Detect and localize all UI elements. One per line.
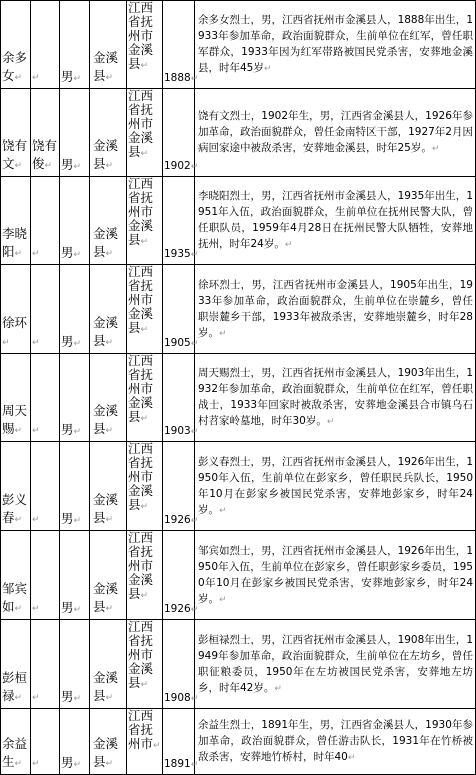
return-mark-icon: ↵	[105, 73, 114, 83]
sex-text: 男	[61, 69, 74, 84]
county-cell	[90, 709, 127, 775]
name-cell	[1, 531, 31, 620]
return-mark-icon: ↵	[140, 325, 149, 335]
return-mark-icon: ↵	[140, 591, 149, 601]
return-mark-icon: ↵	[14, 693, 23, 703]
return-mark-icon: ↵	[44, 161, 53, 171]
return-mark-icon: ↵	[32, 73, 40, 83]
county-cell	[90, 265, 127, 354]
origin-text: 江西省抚州市	[128, 708, 154, 751]
return-mark-icon: ↵	[274, 683, 282, 694]
name-cell	[1, 265, 31, 354]
year-text: 1902	[164, 160, 191, 172]
name-cell	[1, 177, 31, 265]
sex-text: 男	[61, 755, 74, 770]
return-mark-icon: ↵	[190, 250, 199, 260]
year-text: 1926	[164, 514, 191, 526]
year-text: 1888	[164, 72, 191, 84]
return-mark-icon: ↵	[14, 73, 23, 83]
return-mark-icon: ↵	[190, 760, 199, 770]
sex-text: 男	[61, 245, 74, 260]
bio-cell	[195, 265, 476, 354]
origin-cell	[127, 1, 163, 89]
return-mark-icon: ↵	[14, 604, 23, 614]
sex-text: 男	[61, 600, 74, 615]
return-mark-icon: ↵	[32, 759, 40, 769]
origin-text: 江西省抚州市金溪县	[128, 264, 154, 335]
year-text: 1903	[164, 425, 191, 437]
year-cell	[163, 442, 199, 531]
return-mark-icon: ↵	[2, 338, 10, 348]
return-mark-icon: ↵	[73, 250, 82, 260]
bio-cell	[195, 620, 476, 709]
year-text: 1905	[164, 337, 191, 349]
name-cell	[1, 620, 31, 709]
return-mark-icon: ↵	[153, 741, 161, 751]
sex-cell	[60, 442, 90, 531]
return-mark-icon: ↵	[73, 427, 82, 437]
county-cell	[90, 354, 127, 442]
bio-cell	[195, 709, 476, 775]
bio-text: 余多女烈士，男，江西省抚州市金溪县人，1888年出生，1933年参加革命，政治面貌群众，生前单位在红军，曾任职军群众，1933年因为红军帯路被国民党杀害，安葬地金溪县，时年45岁	[198, 14, 473, 74]
return-mark-icon: ↵	[105, 604, 114, 614]
origin-text: 江西省抚州市金溪县	[128, 176, 154, 247]
return-mark-icon: ↵	[32, 515, 40, 525]
return-mark-icon: ↵	[140, 61, 149, 71]
return-mark-icon: ↵	[14, 759, 23, 769]
bio-text: 彭桓禄烈士，男，江西省抚州市金溪县人，1908年出生，1949年参加革命，政治面貌群众，生前单位在左坊乡，曾任职征粮委员，1950年在左坊被国民党杀害，安葬地左坊乡，时年42岁。	[198, 633, 473, 694]
bio-text: 彭义春烈士，男，江西省抚州市金溪县人，1926年出生，1950年入伍，生前单位在彭家乡，曾任职民兵队长，1950年10月在彭家乡被国民党杀害，安葬地彭家乡，时年24岁。	[198, 455, 473, 516]
bio-text: 周天赐烈士，男，江西省抚州市金溪县人，1903年出生，1932年参加革命，政治面貌群众，生前单位在红军，曾任职战士，1933年回家时被敌杀害，安葬地金溪县合市镇乌石村苕家岭墓地，时年30岁。	[198, 367, 473, 427]
return-mark-icon: ↵	[32, 604, 40, 614]
sex-text: 男	[61, 689, 74, 704]
county-text: 金溪县	[93, 670, 119, 703]
sex-cell	[60, 265, 90, 354]
origin-text: 江西省抚州市金溪县	[128, 0, 154, 71]
origin-cell	[127, 620, 163, 709]
origin-cell	[127, 354, 163, 442]
return-mark-icon: ↵	[140, 680, 149, 690]
return-mark-icon: ↵	[190, 516, 199, 526]
name-text: 邹宾如	[2, 581, 28, 614]
sex-cell	[60, 709, 90, 775]
origin-cell	[127, 442, 163, 531]
alias-cell	[31, 89, 60, 177]
table-row	[1, 442, 476, 531]
return-mark-icon: ↵	[190, 694, 199, 704]
bio-text: 徐环烈士，男，江西省抚州市金溪县人，1905年出生，1933年参加革命，政治面貌群众，生前单位在崇麓乡，曾任职崇麓乡干部，1933年被敌杀害，安葬地崇麓乡，时年28岁。	[198, 278, 473, 339]
year-cell	[163, 265, 199, 354]
sex-text: 男	[61, 157, 74, 172]
year-cell	[163, 620, 199, 709]
return-mark-icon: ↵	[140, 237, 149, 247]
table-row	[1, 620, 476, 709]
county-cell	[90, 442, 127, 531]
name-text: 彭义春	[2, 492, 28, 525]
return-mark-icon: ↵	[14, 515, 23, 525]
return-mark-icon: ↵	[105, 426, 114, 436]
return-mark-icon: ↵	[219, 328, 227, 339]
return-mark-icon: ↵	[190, 339, 199, 349]
name-text: 徐环	[2, 315, 28, 330]
bio-cell	[195, 442, 476, 531]
name-text: 李晓阳	[2, 226, 28, 259]
return-mark-icon: ↵	[14, 249, 23, 259]
name-cell	[1, 1, 31, 89]
origin-text: 江西省抚州市金溪县	[128, 441, 154, 512]
year-cell	[163, 531, 199, 620]
return-mark-icon: ↵	[140, 414, 149, 424]
bio-cell	[195, 354, 476, 442]
year-cell	[163, 354, 199, 442]
name-cell	[1, 709, 31, 775]
origin-text: 江西省抚州市金溪县	[128, 353, 154, 424]
return-mark-icon: ↵	[190, 427, 199, 437]
bio-cell	[195, 1, 476, 89]
origin-cell	[127, 89, 163, 177]
sex-cell	[60, 531, 90, 620]
return-mark-icon: ↵	[73, 162, 82, 172]
return-mark-icon: ↵	[73, 694, 82, 704]
county-text: 金溪县	[93, 315, 119, 348]
return-mark-icon: ↵	[32, 338, 40, 348]
return-mark-icon: ↵	[73, 605, 82, 615]
county-text: 金溪县	[93, 581, 119, 614]
table-row	[1, 265, 476, 354]
origin-cell	[127, 531, 163, 620]
return-mark-icon: ↵	[431, 144, 440, 154]
bio-text: 余益生烈士，1891年生，男，江西省金溪县人，1930年参加革命，政治面貌群众，曾任游击队长，1931年在竹桥被敌杀害，安葬地竹桥村，时年40	[198, 719, 473, 763]
name-text: 余益生	[2, 736, 28, 769]
return-mark-icon: ↵	[14, 426, 23, 436]
bio-cell	[195, 89, 476, 177]
table-row	[1, 1, 476, 89]
year-cell	[163, 709, 199, 775]
return-mark-icon: ↵	[105, 515, 114, 525]
sex-cell	[60, 620, 90, 709]
county-cell	[90, 89, 127, 177]
county-text: 金溪县	[93, 403, 119, 436]
county-cell	[90, 177, 127, 265]
sex-cell	[60, 1, 90, 89]
name-text: 余多女	[2, 50, 28, 83]
origin-text: 江西省抚州市金溪县	[128, 88, 154, 159]
bio-cell	[195, 177, 476, 265]
alias-cell	[31, 1, 60, 89]
table-row	[1, 89, 476, 177]
bio-text: 李晓阳烈士，男，江西省抚州市金溪县人，1935年出生，1951年入伍，政治面貌群众，生前单位在抚州民警大队，曾任职队员，1959年4月28日在抚州民警大队牺牲，安葬地抚州，时年24岁。	[198, 190, 473, 250]
return-mark-icon: ↵	[219, 594, 227, 605]
bio-text: 邹宾如烈士，男，江西省抚州市金溪县人，1926年出生，1950年入伍，生前单位在彭家乡，曾任职彭家乡委员，1950年10月在彭家乡被国民党杀害，安葬地彭家乡，时年24岁。	[198, 544, 473, 605]
return-mark-icon: ↵	[347, 753, 356, 763]
sex-text: 男	[61, 511, 74, 526]
return-mark-icon: ↵	[32, 693, 40, 703]
origin-cell	[127, 177, 163, 265]
origin-text: 江西省抚州市金溪县	[128, 619, 154, 690]
return-mark-icon: ↵	[73, 760, 82, 770]
name-text: 周天赐	[2, 403, 28, 436]
alias-cell	[31, 177, 60, 265]
return-mark-icon: ↵	[263, 64, 272, 74]
county-text: 金溪县	[93, 492, 119, 525]
return-mark-icon: ↵	[73, 339, 82, 349]
alias-cell	[31, 620, 60, 709]
sex-cell	[60, 177, 90, 265]
alias-cell	[31, 265, 60, 354]
origin-text: 江西省抚州市金溪县	[128, 530, 154, 601]
county-cell	[90, 531, 127, 620]
alias-cell	[31, 442, 60, 531]
year-text: 1926	[164, 603, 191, 615]
return-mark-icon: ↵	[190, 162, 199, 172]
name-cell	[1, 354, 31, 442]
year-text: 1908	[164, 692, 191, 704]
return-mark-icon: ↵	[105, 338, 114, 348]
year-text: 1935	[164, 248, 191, 260]
return-mark-icon: ↵	[219, 505, 227, 516]
county-text: 金溪县	[93, 736, 119, 769]
alias-cell	[31, 354, 60, 442]
table-row	[1, 354, 476, 442]
return-mark-icon: ↵	[190, 74, 199, 84]
return-mark-icon: ↵	[73, 516, 82, 526]
return-mark-icon: ↵	[140, 149, 149, 159]
return-mark-icon: ↵	[105, 759, 114, 769]
return-mark-icon: ↵	[105, 249, 114, 259]
return-mark-icon: ↵	[32, 249, 40, 259]
return-mark-icon: ↵	[73, 74, 82, 84]
table-row	[1, 177, 476, 265]
return-mark-icon: ↵	[140, 502, 149, 512]
return-mark-icon: ↵	[32, 426, 40, 436]
return-mark-icon: ↵	[190, 605, 199, 615]
county-text: 金溪县	[93, 138, 119, 171]
sex-text: 男	[61, 422, 74, 437]
name-cell	[1, 442, 31, 531]
bio-text: 饶有文烈士，1902年生，男，江西省金溪县人，1926年参加革命，政治面貌群众，曾任金南特区干部，1927年2月因病回家途中被敌杀害，安葬地金溪县，时年25岁。	[198, 110, 473, 154]
county-text: 金溪县	[93, 50, 119, 83]
alias-text: 饶有俊	[32, 138, 58, 171]
name-text: 彭桓禄	[2, 670, 28, 703]
name-cell	[1, 89, 31, 177]
year-cell	[163, 1, 199, 89]
origin-cell	[127, 709, 163, 775]
county-cell	[90, 1, 127, 89]
alias-cell	[31, 531, 60, 620]
table-row	[1, 531, 476, 620]
sex-text: 男	[61, 334, 74, 349]
county-text: 金溪县	[93, 226, 119, 259]
return-mark-icon: ↵	[105, 161, 114, 171]
year-cell	[163, 89, 199, 177]
origin-cell	[127, 265, 163, 354]
return-mark-icon: ↵	[14, 161, 23, 171]
year-cell	[163, 177, 199, 265]
return-mark-icon: ↵	[284, 240, 293, 250]
alias-cell	[31, 709, 60, 775]
return-mark-icon: ↵	[326, 417, 335, 427]
bio-cell	[195, 531, 476, 620]
year-text: 1891	[164, 758, 191, 770]
county-cell	[90, 620, 127, 709]
name-text: 饶有文	[2, 138, 28, 171]
table-row	[1, 709, 476, 775]
sex-cell	[60, 354, 90, 442]
return-mark-icon: ↵	[105, 693, 114, 703]
sex-cell	[60, 89, 90, 177]
